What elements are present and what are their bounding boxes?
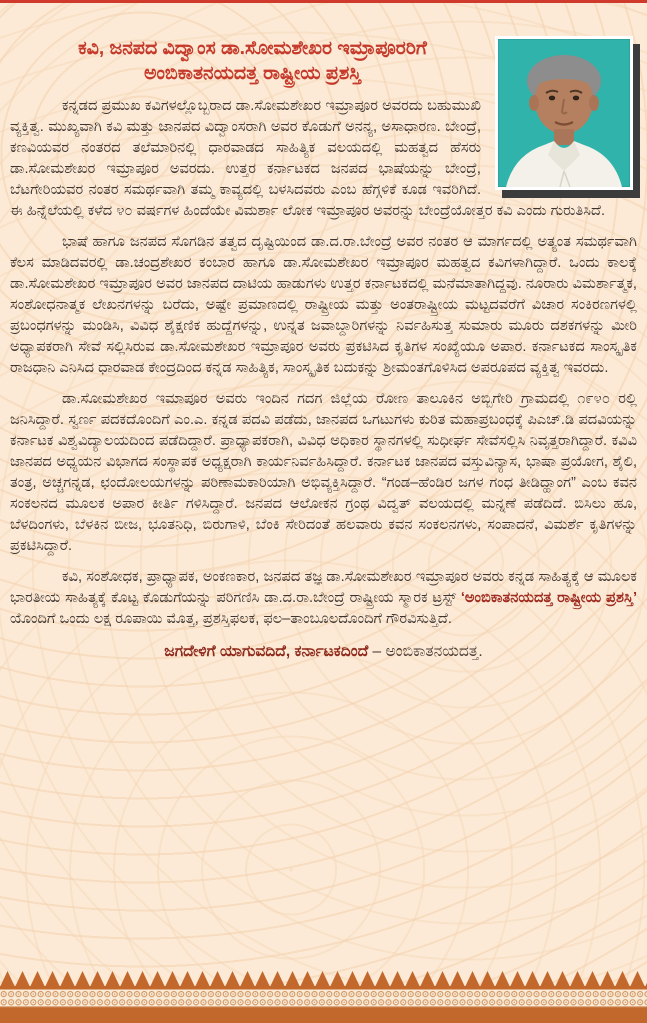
paragraph-3: ಡಾ.ಸೋಮಶೇಖರ ಇಮಾಪೂರ ಅವರು ಇಂದಿನ ಗದಗ ಜಿಲ್ಲೆಯ ರೋಣ ತಾಲೂಕಿನ ಅಬ್ಬಿಗೇರಿ ಗ್ರಾಮದಲ್ಲಿ ೧೯೪೦ ರಲ್ಲಿ ಜನಿಸಿದ್ದಾರೆ. ಸ್ವರ್ಣ ಪದಕದೊಂದಿಗೆ ಎಂ.ಎ. ಕನ್ನಡ ಪದವಿ ಪಡೆದು, ಜಾನಪದ ಒಗಟುಗಳು ಕುರಿತ ಮಹಾಪ್ರಬಂಧಕ್ಕೆ ಪಿಎಚ್.ಡಿ ಪದವಿಯನ್ನು ಕರ್ನಾಟಕ ವಿಶ್ವವಿದ್ಯಾಲಯದಿಂದ ಪಡೆದಿದ್ದಾರೆ. ಪ್ರಾಧ್ಯಾಪಕರಾಗಿ, ವಿವಿಧ ಅಧಿಕಾರ ಸ್ಥಾನಗಳಲ್ಲಿ ಸುಧೀರ್ಘ ಸೇವೆಸಲ್ಲಿಸಿ ನಿವೃತ್ತರಾಗಿದ್ದಾರೆ. ಕವಿವಿ ಜಾನಪದ ಅಧ್ಯಯನ ವಿಭಾಗದ ಸಂಸ್ಥಾಪಕ ಅಧ್ಯಕ್ಷರಾಗಿ ಕಾರ್ಯನಿರ್ವಹಿಸಿದ್ದಾರೆ. ಕರ್ನಾಟಕ ಜಾನಪದ ವಸ್ತುವಿನ್ಯಾಸ, ಭಾಷಾ ಪ್ರಯೋಗ, ಶೈಲಿ, ತಂತ್ರ, ಅಚ್ಚಗನ್ನಡ, ಛಂದೋಲಯಗಳನ್ನು ಪರಿಣಾಮಕಾರಿಯಾಗಿ ಅಭಿವ್ಯಕ್ತಿಸಿದ್ದಾರೆ. “ಗಂಡ–ಹೆಂಡಿರ ಜಗಳ ಗಂಧ ತೀಡಿದ್ಹಾಂಗ” ಎಂಬ ಕವನ ಸಂಕಲನದ ಮೂಲಕ ಅಪಾರ ಕೀರ್ತಿ ಗಳಿಸಿದ್ದಾರೆ. ಜನಪದ ಆಲೋಕನ ಗ್ರಂಥ ವಿದ್ವತ್ ವಲಯದಲ್ಲಿ ಮನ್ನಣೆ ಪಡೆದಿದೆ. ಬಿಸಿಲು ಹೂ, ಬೆಳದಿಂಗಳು, ಬೆಳಕಿನ ಬೀಜ, ಭೂತನಿಧಿ, ಬಿರುಗಾಳಿ, ಬೆಂಕಿ ಸೇರಿದಂತೆ ಹಲವಾರು ಕವನ ಸಂಕಲನಗಳು, ಸಂಪಾದನೆ, ವಿಮರ್ಶೆ ಕೃತಿಗಳನ್ನು ಪ್ರಕಟಿಸಿದ್ದಾರೆ.	[10, 391, 637, 555]
footer-attribution: – ಅಂಬಿಕಾತನಯದತ್ತ.	[368, 643, 483, 661]
paragraph-1: ಕನ್ನಡದ ಪ್ರಮುಖ ಕವಿಗಳಲ್ಲೊಬ್ಬರಾದ ಡಾ.ಸೋಮಶೇಖರ ಇಮ್ರಾಪೂರ ಅವರದು ಬಹುಮುಖಿ ವ್ಯಕ್ತಿತ್ವ. ಮುಖ್ಯವಾಗಿ ಕವಿ ಮತ್ತು ಜಾನಪದ ವಿದ್ವಾಂಸರಾಗಿ ಅವರ ಕೊಡುಗೆ ಅನನ್ಯ, ಅಸಾಧಾರಣ. ಬೇಂದ್ರೆ, ಕಣವಿಯವರ ನಂತರದ ತಲೆಮಾರಿನಲ್ಲಿ ಧಾರವಾಡದ ಸಾಹಿತ್ಯಿಕ ವಲಯದಲ್ಲಿ ಮಹತ್ವದ ಹೆಸರು ಡಾ.ಸೋಮಶೇಖರ ಇಮ್ರಾಪೂರ ಅವರದು. ಉತ್ತರ ಕರ್ನಾಟಕದ ಜನಪದ ಭಾಷೆಯನ್ನು ಬೇಂದ್ರೆ, ಬೆಟಗೇರಿಯವರ ನಂತರ ಸಮರ್ಥವಾಗಿ ತಮ್ಮ ಕಾವ್ಯದಲ್ಲಿ ಬಳಸಿದವರು ಎಂಬ ಹೆಗ್ಗಳಿಕೆ ಕೂಡ ಇವರಿಗಿದೆ. ಈ ಹಿನ್ನೆಲೆಯಲ್ಲಿ ಕಳೆದ ೪೦ ವರ್ಷಗಳ ಹಿಂದೆಯೇ ವಿಮರ್ಶಾ ಲೋಕ ಇಮ್ರಾಪೂರ ಅವರನ್ನು ಬೇಂದ್ರೆಯೋತ್ತರ ಕವಿ ಎಂದು ಗುರುತಿಸಿದೆ.	[10, 98, 606, 220]
border-pattern-icon	[0, 971, 647, 1023]
footer-quote-bold: ಜಗದೇಳಿಗೆ ಯಾಗುವದಿದೆ, ಕರ್ನಾಟಕದಿಂದೆ	[164, 643, 369, 661]
portrait-photo-illustration	[498, 39, 630, 187]
paragraph-4	[10, 567, 637, 630]
article	[10, 28, 637, 661]
paragraph-4-text-end: ಯೊಂದಿಗೆ ಒಂದು ಲಕ್ಷ ರೂಪಾಯಿ ಮೊತ್ತ, ಪ್ರಶಸ್ತಿಫಲಕ, ಫಲ–ತಾಂಬೂಲದೊಂದಿಗೆ ಗೌರವಿಸುತ್ತಿದೆ.	[10, 611, 452, 628]
top-accent-line	[0, 0, 647, 3]
title-line-1: ಕವಿ, ಜನಪದ ವಿದ್ವಾಂಸ ಡಾ.ಸೋಮಶೇಖರ ಇಮ್ರಾಪೂರರಿಗೆ	[78, 38, 427, 59]
award-name-highlight: ‘ಅಂಬಿಕಾತನಯದತ್ತ ರಾಷ್ಟ್ರೀಯ ಪ್ರಶಸ್ತಿ’	[460, 590, 638, 607]
paragraph-2: ಭಾಷೆ ಹಾಗೂ ಜನಪದ ಸೊಗಡಿನ ತತ್ವದ ದೃಷ್ಟಿಯಿಂದ ಡಾ.ದ.ರಾ.ಬೇಂದ್ರೆ ಅವರ ನಂತರ ಆ ಮಾರ್ಗದಲ್ಲಿ ಅತ್ಯಂತ ಸಮರ್ಥವಾಗಿ ಕೆಲಸ ಮಾಡಿದವರಲ್ಲಿ ಡಾ.ಚಂದ್ರಶೇಖರ ಕಂಬಾರ ಹಾಗೂ ಡಾ.ಸೋಮಶೇಖರ ಇಮ್ರಾಪೂರ ಮಹತ್ವದ ಕವಿಗಳಾಗಿದ್ದಾರೆ. ಒಂದು ಕಾಲಕ್ಕೆ ಡಾ.ಸೋಮಶೇಖರ ಇಮ್ರಾಪೂರ ಅವರ ಜಾನಪದ ದಾಟಿಯ ಹಾಡುಗಳು ಉತ್ತರ ಕರ್ನಾಟಕದಲ್ಲಿ ಮನೆಮಾತಾಗಿದ್ದವು. ನೂರಾರು ವಿಮರ್ಶಾತ್ಮಕ, ಸಂಶೋಧನಾತ್ಮಕ ಲೇಖನಗಳನ್ನು ಬರೆದು, ಅಷ್ಟೇ ಪ್ರಮಾಣದಲ್ಲಿ ರಾಷ್ಟ್ರೀಯ ಮತ್ತು ಅಂತರಾಷ್ಟ್ರೀಯ ಮಟ್ಟದವರೆಗೆ ವಿಚಾರ ಸಂಕಿರಣಗಳಲ್ಲಿ ಪ್ರಬಂಧಗಳನ್ನು ಮಂಡಿಸಿ, ವಿವಿಧ ಶೈಕ್ಷಣಿಕ ಹುದ್ದೆಗಳನ್ನು, ಉನ್ನತ ಜವಾಬ್ದಾರಿಗಳನ್ನು ನಿರ್ವಹಿಸುತ್ತ ಸುಮಾರು ಮೂರು ದಶಕಗಳನ್ನು ಮೀರಿ ಅಧ್ಯಾಪಕರಾಗಿ ಸೇವೆ ಸಲ್ಲಿಸಿರುವ ಡಾ.ಸೋಮಶೇಖರ ಇಮ್ರಾಪೂರ ಅವರು ಪ್ರಕಟಿಸಿದ ಕೃತಿಗಳ ಸಂಖ್ಯೆಯೂ ಅಪಾರ. ಕರ್ನಾಟಕದ ಸಾಂಸ್ಕೃತಿಕ ರಾಜಧಾನಿ ಎನಿಸಿದ ಧಾರವಾಡ ಕೇಂದ್ರದಿಂದ ಕನ್ನಡ ಸಾಹಿತ್ಯಿಕ, ಸಾಂಸ್ಕೃತಿಕ ಬದುಕನ್ನು ಶ್ರೀಮಂತಗೊಳಿಸಿದ ಅಪರೂಪದ ವ್ಯಕ್ತಿತ್ವ ಇವರದು.	[10, 234, 637, 377]
bottom-border-ornament	[0, 971, 647, 1023]
footer-quote	[10, 643, 637, 661]
portrait-photo	[495, 36, 633, 190]
paragraph-4-text: ಕವಿ, ಸಂಶೋಧಕ, ಪ್ರಾಧ್ಯಾಪಕ, ಅಂಕಣಕಾರ, ಜನಪದ ತಜ್ಞ ಡಾ.ಸೋಮಶೇಖರ ಇಮ್ರಾಪೂರ ಅವರು ಕನ್ನಡ ಸಾಹಿತ್ಯಕ್ಕೆ ಆ ಮೂಲಕ ಭಾರತೀಯ ಸಾಹಿತ್ಯಕ್ಕೆ ಕೊಟ್ಟ ಕೊಡುಗೆಯನ್ನು ಪರಿಗಣಿಸಿ ಡಾ.ದ.ರಾ.ಬೇಂದ್ರೆ ರಾಷ್ಟ್ರೀಯ ಸ್ಮಾರಕ ಟ್ರಸ್ಟ್	[10, 569, 637, 607]
title-line-2: ಅಂಬಿಕಾತನಯದತ್ತ ರಾಷ್ಟ್ರೀಯ ಪ್ರಶಸ್ತಿ	[143, 63, 362, 85]
